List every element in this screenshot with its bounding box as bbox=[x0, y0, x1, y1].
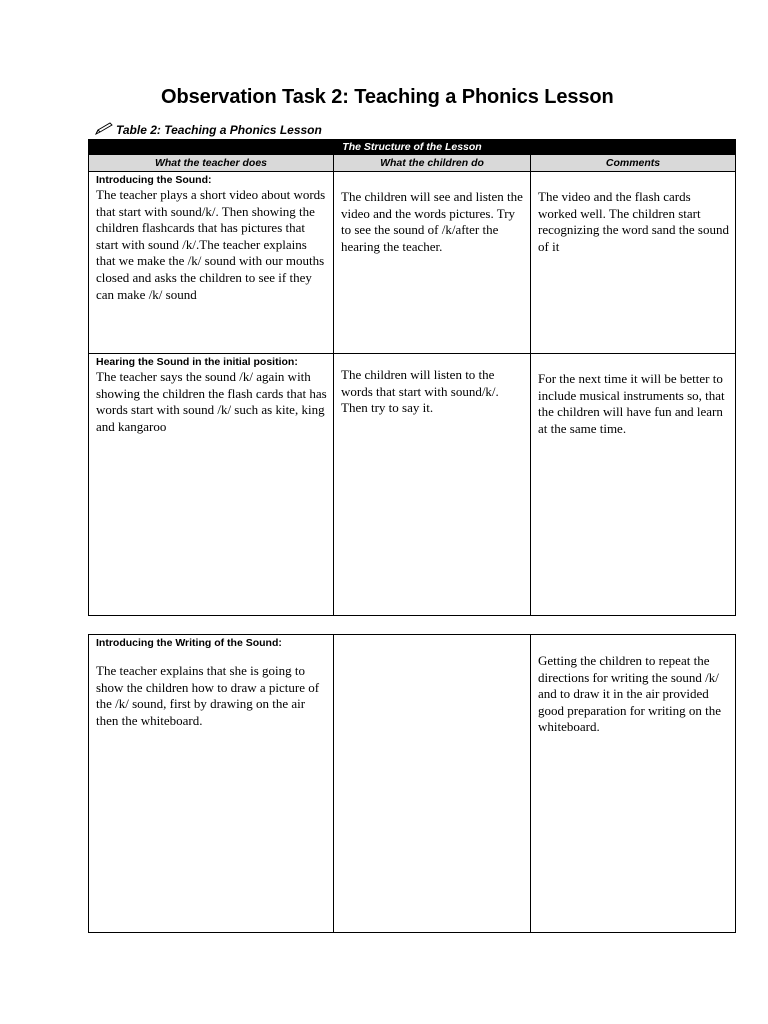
column-header-teacher: What the teacher does bbox=[89, 155, 334, 172]
children-text: The children will see and listen the video and the words pictures. Try to see the sound of /k/after the hearing the teacher. bbox=[341, 189, 523, 254]
children-cell bbox=[334, 354, 531, 616]
teacher-text: The teacher plays a short video about words that start with sound/k/. Then showing the children flashcards that has pictures that start with sound /k/.The teacher explains that we make the /k/ sound with our mouths closed and asks the children to see if they can make /k/ sound bbox=[96, 187, 326, 302]
page-title: Observation Task 2: Teaching a Phonics Lesson bbox=[161, 86, 614, 108]
teacher-cell bbox=[89, 172, 334, 354]
writing-section-table bbox=[88, 634, 736, 933]
table-row bbox=[89, 635, 736, 933]
lesson-structure-table bbox=[88, 139, 736, 616]
comments-text: Getting the children to repeat the directions for writing the sound /k/ and to draw it in the air provided good preparation for writing on the whiteboard. bbox=[538, 653, 722, 735]
table-banner-row bbox=[89, 140, 736, 155]
pencil-icon bbox=[94, 122, 114, 136]
teacher-text: The teacher explains that she is going to show the children how to draw a picture of the /k/ sound, first by drawing on the air then the whiteboard. bbox=[96, 663, 320, 728]
children-cell bbox=[334, 635, 531, 933]
comments-cell bbox=[531, 635, 736, 933]
comments-cell bbox=[531, 354, 736, 616]
section-heading: Introducing the Writing of the Sound: bbox=[96, 637, 282, 649]
table-caption-text: Table 2: Teaching a Phonics Lesson bbox=[116, 123, 322, 137]
section-heading: Hearing the Sound in the initial position: bbox=[96, 356, 298, 368]
column-header-row bbox=[89, 155, 736, 172]
children-cell bbox=[334, 172, 531, 354]
teacher-cell bbox=[89, 354, 334, 616]
teacher-cell bbox=[89, 635, 334, 933]
table-caption bbox=[94, 122, 322, 137]
teacher-text: The teacher says the sound /k/ again with showing the children the flash cards that has words start with sound /k/ such as kite, king and kangaroo bbox=[96, 369, 327, 434]
column-header-children: What the children do bbox=[334, 155, 531, 172]
table-row bbox=[89, 354, 736, 616]
table-banner: The Structure of the Lesson bbox=[89, 140, 736, 155]
section-heading: Introducing the Sound: bbox=[96, 174, 212, 186]
column-header-comments: Comments bbox=[531, 155, 736, 172]
comments-text: For the next time it will be better to include musical instruments so, that the children will have fun and learn at the same time. bbox=[538, 371, 725, 436]
table-row bbox=[89, 172, 736, 354]
comments-cell bbox=[531, 172, 736, 354]
children-text: The children will listen to the words that start with sound/k/. Then try to say it. bbox=[341, 367, 499, 416]
comments-text: The video and the flash cards worked well. The children start recognizing the word sand the sound of it bbox=[538, 189, 729, 254]
